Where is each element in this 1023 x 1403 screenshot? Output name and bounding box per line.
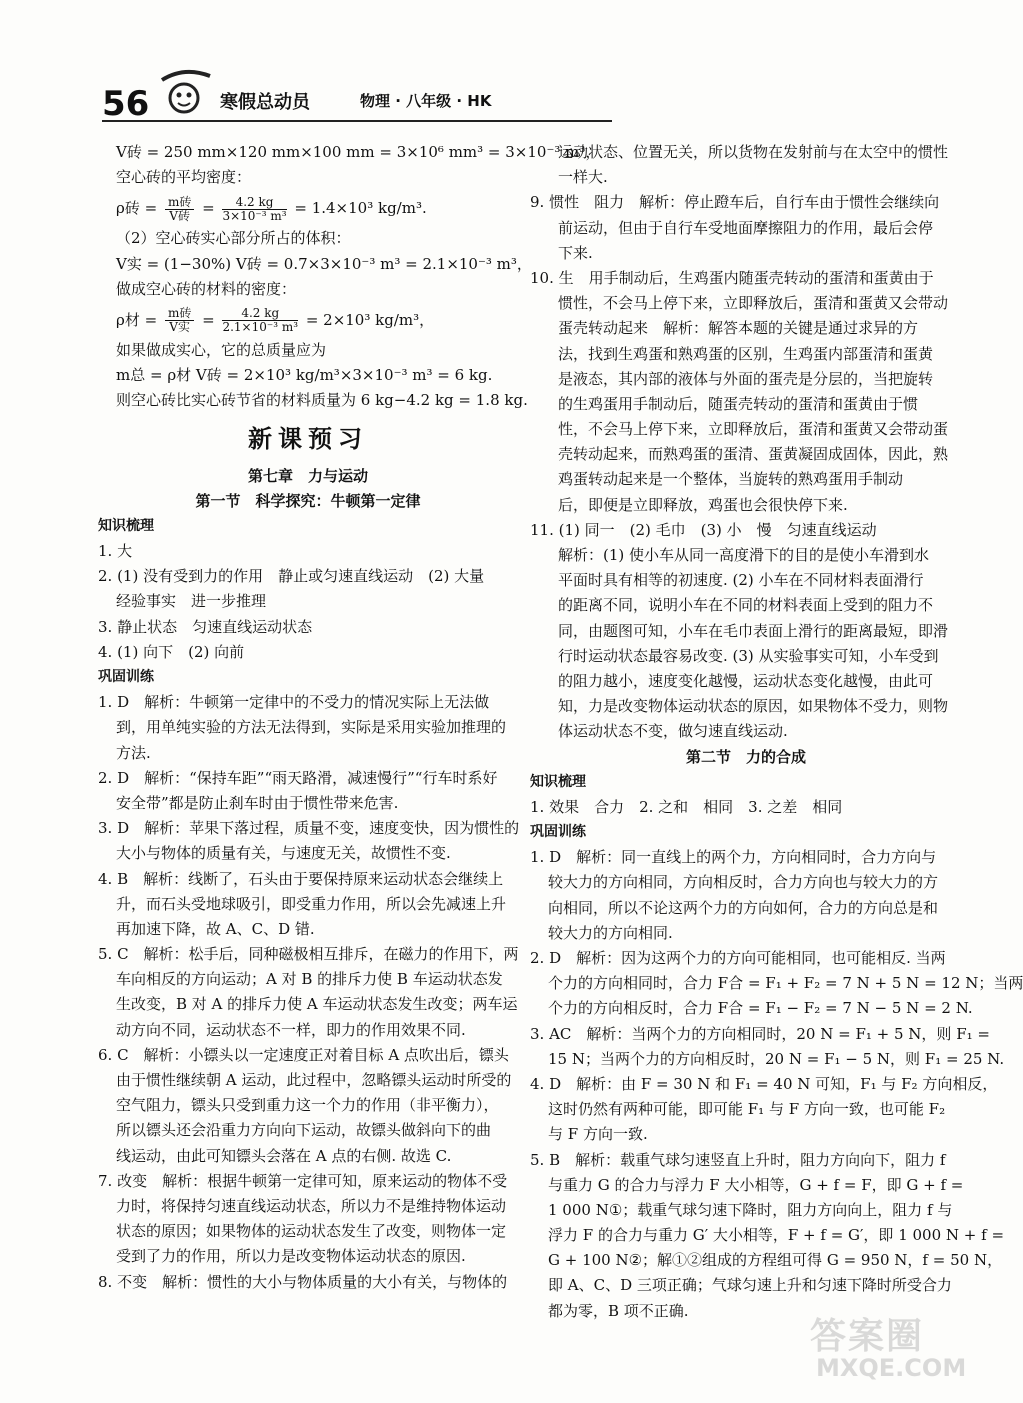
text-line: m总 = ρ材 V砖 = 2×10³ kg/m³×3×10⁻³ m³ = 6 kg. — [116, 366, 493, 385]
answer-line: 4. B 解析：线断了，石头由于要保持原来运动状态会继续上 — [98, 869, 504, 888]
answer-line: 方法. — [116, 743, 151, 762]
answer-line: 空气阻力，镖头只受到重力这一个力的作用（非平衡力）， — [116, 1096, 499, 1115]
answer-line: 6. C 解析：小镖头以一定速度正对着目标 A 点吹出后，镖头 — [98, 1045, 509, 1064]
text-line: V实 = (1−30%) V砖 = 0.7×3×10⁻³ m³ = 2.1×10⁻³ m³， — [116, 254, 532, 273]
answer-line: 9. 惯性 阻力 解析：停止蹬车后，自行车由于惯性会继续向 — [530, 193, 940, 212]
answer-line: 4. D 解析：由 F = 30 N 和 F₁ = 40 N 可知，F₁ 与 F₂ 方向相反， — [530, 1074, 998, 1093]
answer-line: 受到了力的作用，所以力是改变物体运动状态的原因. — [116, 1247, 466, 1266]
answer-line: G + 100 N②；解①②组成的方程组可得 G = 950 N，f = 50 N， — [548, 1251, 1003, 1270]
numerator: 4.2 kg — [222, 307, 298, 321]
answer-line: 个力的方向相反时，合力 F合 = F₁ − F₂ = 7 N − 5 N = 2 N. — [548, 999, 973, 1018]
answer-line: 运动状态、位置无关，所以货物在发射前与在太空中的惯性 — [558, 143, 949, 161]
answer-line: 知，力是改变物体运动状态的原因，如果物体不受力，则物 — [558, 697, 949, 716]
answer-line: 较大力的方向相同，方向相反时，合力方向也与较大力的方 — [548, 873, 939, 892]
subject-label: 物理 · 八年级 · HK — [360, 92, 492, 110]
answer-line: 的生鸡蛋用手制动后，随蛋壳转动的蛋清和蛋黄由于惯 — [558, 394, 919, 413]
answer-line: 都为零，B 项不正确. — [548, 1301, 689, 1320]
answer-line: 的阻力越小，速度变化越慢，运动状态变化越慢，由此可 — [558, 671, 934, 690]
answer-line: 生改变，B 对 A 的排斥力使 A 车运动状态发生改变；两车运 — [116, 995, 518, 1014]
answer-line: 1. D 解析：同一直线上的两个力，方向相同时，合力方向与 — [530, 848, 937, 867]
answer-line: 5. C 解析：松手后，同种磁极相互排斥，在磁力的作用下，两 — [98, 945, 519, 964]
answer-line: 后，即便是立即释放，鸡蛋也会很快停下来. — [558, 495, 848, 514]
answer-line: 向相同，所以不论这两个力的方向如何，合力的方向总是和 — [548, 898, 939, 917]
answer-line: 1 000 N①；载重气球匀速下降时，阻力方向向上，阻力 f 与 — [548, 1200, 953, 1219]
answer-line: 15 N；当两个力的方向相反时，20 N = F₁ − 5 N，则 F₁ = 25 N. — [548, 1049, 1005, 1068]
equation-density — [98, 190, 518, 226]
answer-line: 平面时具有相等的初速度. (2) 小车在不同材料表面滑行 — [558, 571, 924, 590]
chapter-title: 第七章 力与运动 — [247, 466, 368, 485]
watermark-logo — [810, 1308, 980, 1388]
answer-line: 鸡蛋转动起来是一个整体，当旋转的熟鸡蛋用手制动 — [558, 470, 904, 489]
answer-line: 力时，将保持匀速直线运动状态，所以力不是维持物体运动 — [116, 1196, 507, 1215]
watermark-url: MXQE.COM — [816, 1354, 967, 1382]
page-header — [92, 66, 912, 126]
answer-line: 的距离不同，说明小车在不同的材料表面上受到的阻力不 — [558, 596, 934, 615]
numerator: m砖 — [165, 196, 194, 210]
answer-line: 所以镖头还会沿重力方向向下运动，故镖头做斜向下的曲 — [116, 1121, 492, 1140]
answer-line: 7. 改变 解析：根据牛顿第一定律可知，原来运动的物体不受 — [98, 1171, 508, 1190]
answer-line: 大小与物体的质量有关，与速度无关，故惯性不变. — [116, 844, 451, 863]
answer-line: 下来. — [558, 243, 593, 262]
subheading-practice: 巩固训练 — [98, 669, 154, 685]
section-title: 第一节 科学探究：牛顿第一定律 — [195, 491, 421, 510]
answer-line: 动方向不同，运动状态不一样，即力的作用效果不同. — [116, 1020, 466, 1039]
answer-line: 再加速下降，故 A、C、D 错. — [116, 919, 315, 938]
answer-line: 车向相反的方向运动；A 对 B 的排斥力使 B 车运动状态发 — [116, 970, 503, 989]
answer-line: 同，由题图可知，小车在毛巾表面上滑行的距离最短，即滑 — [558, 621, 949, 640]
answer-line: 3. D 解析：苹果下落过程，质量不变，速度变快，因为惯性的 — [98, 819, 520, 838]
text-line: 如果做成实心，它的总质量应为 — [116, 340, 327, 359]
section-banner-title: 新课预习 — [248, 424, 368, 453]
text-line: 空心砖的平均密度： — [116, 168, 252, 187]
answer-line: 个力的方向相同时，合力 F合 = F₁ + F₂ = 7 N + 5 N = 12 N；当两 — [548, 974, 1023, 993]
answer-line: 10. 生 用手制动后，生鸡蛋内随蛋壳转动的蛋清和蛋黄由于 — [530, 268, 934, 287]
answer-line: 即 A、C、D 三项正确；气球匀速上升和匀速下降时所受合力 — [548, 1276, 952, 1295]
section-title: 第二节 力的合成 — [685, 747, 806, 766]
answer-line: 解析：(1) 使小车从同一高度滑下的目的是使小车滑到水 — [558, 546, 930, 564]
answer-line: 2. D 解析：因为这两个力的方向可能相同，也可能相反. 当两 — [530, 949, 946, 967]
answer-line: 行时运动状态最容易改变. (3) 从实验事实可知，小车受到 — [558, 646, 939, 665]
numerator: 4.2 kg — [222, 196, 286, 210]
answer-line: 到，用单纯实验的方法无法得到，实际是采用实验加推理的 — [116, 718, 507, 737]
answer-line: 浮力 F 的合力与重力 G′ 大小相等，F + f = G′，即 1 000 N + f = — [548, 1226, 1005, 1245]
denominator: V实 — [169, 320, 190, 335]
text-line: 则空心砖比实心砖节省的材料质量为 6 kg−4.2 kg = 1.8 kg. — [116, 391, 528, 410]
eq-sign: = — [202, 310, 215, 329]
answer-line: 与 F 方向一致. — [548, 1125, 648, 1144]
eq-lhs: ρ砖 = — [116, 199, 158, 218]
text-line: （2）空心砖实心部分所占的体积： — [116, 229, 351, 248]
fraction — [165, 196, 194, 223]
answer-line: 4. (1) 向下 (2) 向前 — [98, 642, 245, 661]
right-column — [530, 140, 1023, 1324]
subheading-knowledge: 知识梳理 — [98, 517, 154, 534]
answer-line: 这时仍然有两种可能，即可能 F₁ 与 F 方向一致，也可能 F₂ — [548, 1100, 946, 1119]
answer-line: 与重力 G 的合力与浮力 F 大小相等，G + f = F，即 G + f = — [548, 1175, 964, 1194]
eq-sign: = — [202, 199, 215, 218]
answer-line: 8. 不变 解析：惯性的大小与物体质量的大小有关，与物体的 — [98, 1272, 508, 1291]
answer-line: 一样大. — [558, 168, 608, 187]
fraction — [165, 307, 194, 334]
answer-line: 性，不会马上停下来，立即释放后，蛋清和蛋黄又会带动蛋 — [558, 420, 949, 439]
numerator: m砖 — [165, 307, 194, 321]
answer-line: 升，而石头受地球吸引，即受重力作用，所以会先减速上升 — [116, 894, 507, 913]
answer-line: 1. 效果 合力 2. 之和 相同 3. 之差 相同 — [530, 797, 843, 816]
answer-line: 3. 静止状态 匀速直线运动状态 — [98, 617, 313, 636]
watermark-text: 答案圈 — [810, 1316, 925, 1357]
answer-line: 壳转动起来，而熟鸡蛋的蛋清、蛋黄凝固成固体，因此，熟 — [558, 445, 949, 464]
answer-line: 1. D 解析：牛顿第一定律中的不受力的情况实际上无法做 — [98, 693, 490, 712]
answer-line: 经验事实 进一步推理 — [116, 592, 267, 611]
answer-line: 惯性，不会马上停下来，立即释放后，蛋清和蛋黄又会带动 — [558, 294, 949, 313]
answer-line: 体运动状态不变，做匀速直线运动. — [558, 722, 788, 741]
text-line: V砖 = 250 mm×120 mm×100 mm = 3×10⁶ mm³ = 3×10⁻³ m³， — [116, 143, 601, 161]
answer-line: 5. B 解析：载重气球匀速竖直上升时，阻力方向向下，阻力 f — [530, 1150, 946, 1169]
denominator: 2.1×10⁻³ m³ — [222, 320, 299, 335]
answer-line: 状态的原因；如果物体的运动状态发生了改变，则物体一定 — [116, 1222, 507, 1241]
subheading-knowledge: 知识梳理 — [530, 773, 586, 790]
answer-line: 11. (1) 同一 (2) 毛巾 (3) 小 慢 匀速直线运动 — [530, 520, 877, 539]
answer-line: 较大力的方向相同. — [548, 923, 673, 942]
page-number: 56 — [102, 84, 150, 124]
answer-line: 由于惯性继续朝 A 运动，此过程中，忽略镖头运动时所受的 — [116, 1071, 512, 1089]
answer-line: 前运动，但由于自行车受地面摩擦阻力的作用，最后会停 — [558, 218, 934, 237]
mascot-logo-icon — [154, 66, 214, 118]
header-divider — [102, 120, 612, 122]
fraction — [222, 196, 286, 223]
series-title: 寒假总动员 — [220, 92, 310, 113]
answer-line: 1. 大 — [98, 542, 133, 561]
fraction — [222, 307, 298, 334]
answer-line: 是液态，其内部的液体与外面的蛋壳是分层的，当把旋转 — [558, 369, 934, 388]
answer-line: 2. D 解析：“保持车距”“雨天路滑，减速慢行”“行车时系好 — [98, 768, 498, 787]
eq-rhs: = 2×10³ kg/m³， — [305, 310, 435, 329]
denominator: V砖 — [169, 208, 190, 223]
text-line: 做成空心砖的材料的密度： — [116, 279, 297, 298]
answer-line: 3. AC 解析：当两个力的方向相同时，20 N = F₁ + 5 N，则 F₁ = — [530, 1024, 990, 1043]
denominator: 3×10⁻³ m³ — [222, 208, 287, 223]
eq-rhs: = 1.4×10³ kg/m³. — [294, 199, 427, 218]
answer-line: 法，找到生鸡蛋和熟鸡蛋的区别，生鸡蛋内部蛋清和蛋黄 — [558, 344, 934, 363]
equation-material-density — [98, 302, 518, 338]
answer-line: 安全带”都是防止刹车时由于惯性带来危害. — [116, 793, 399, 812]
answer-line: 2. (1) 没有受到力的作用 静止或匀速直线运动 (2) 大量 — [98, 567, 485, 586]
answer-line: 蛋壳转动起来 解析：解答本题的关键是通过求异的方 — [558, 319, 919, 338]
eq-lhs: ρ材 = — [116, 310, 158, 329]
subheading-practice: 巩固训练 — [530, 824, 586, 841]
answer-line: 线运动，由此可知镖头会落在 A 点的右侧. 故选 C. — [116, 1146, 452, 1165]
